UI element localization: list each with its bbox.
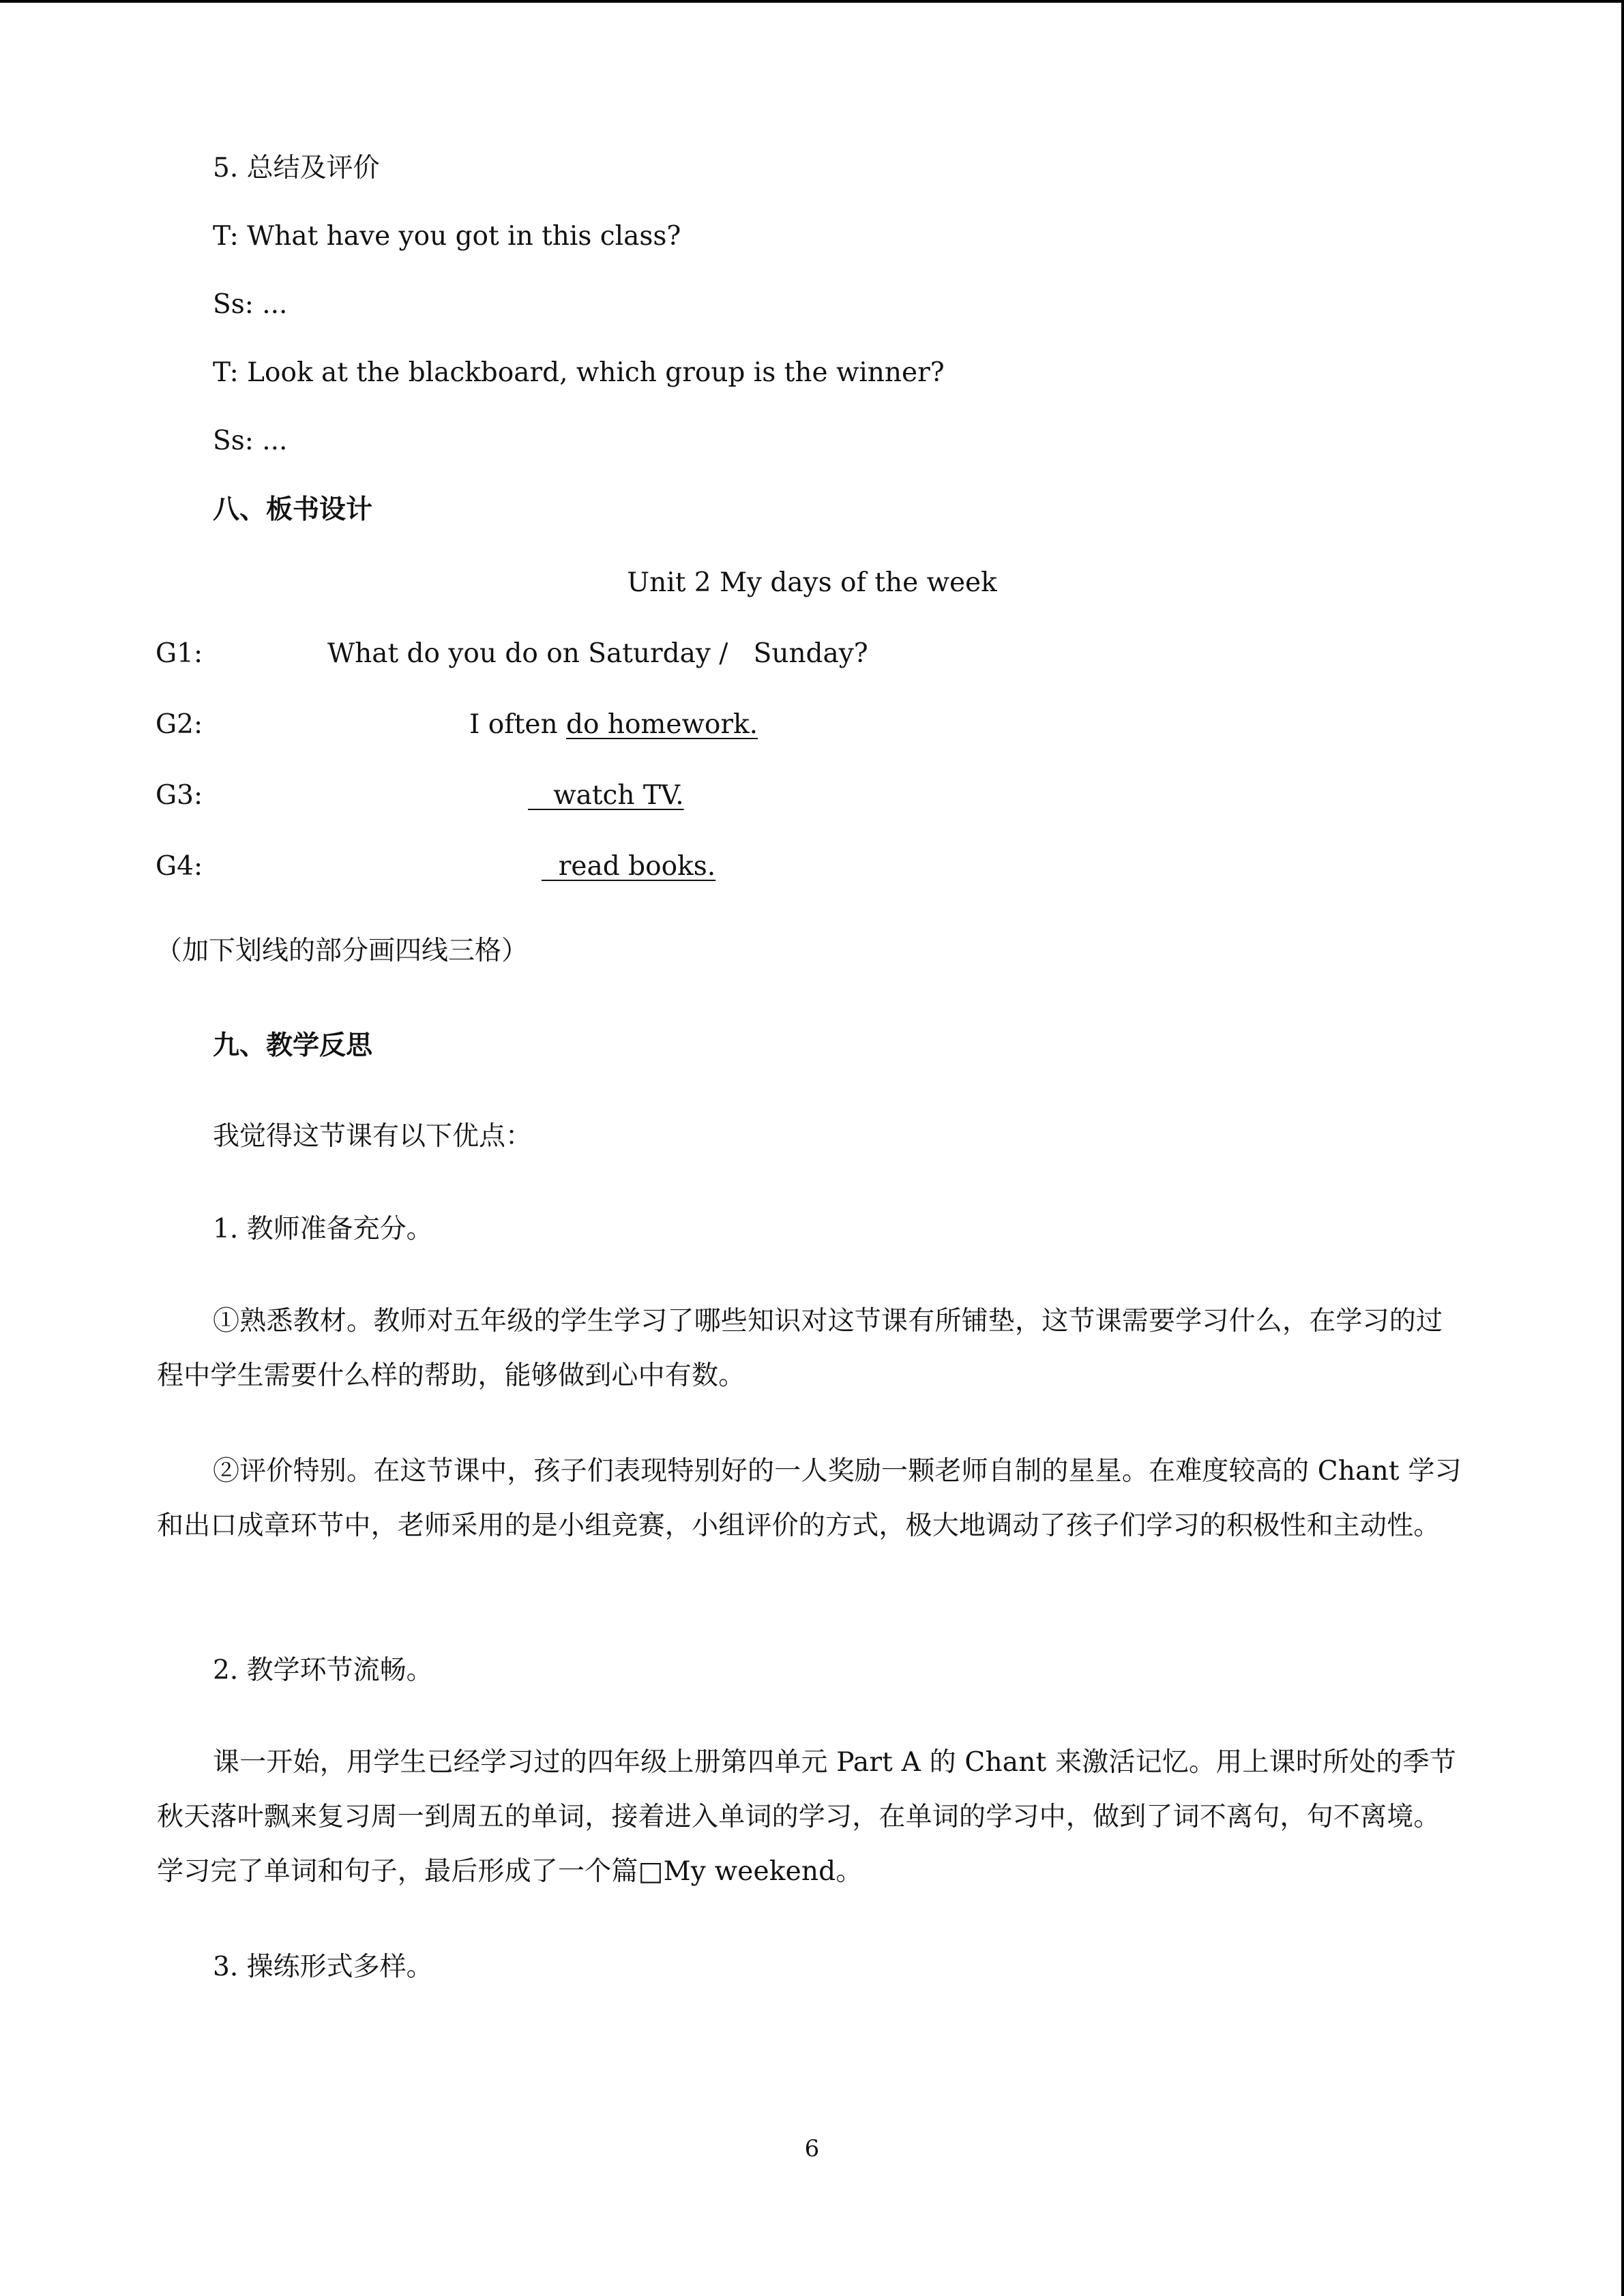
board-group-label-3: G3: — [156, 780, 203, 811]
board-sentence-2 — [469, 708, 758, 742]
section9-heading: 九、教学反思 — [213, 1030, 373, 1061]
section8-heading: 八、板书设计 — [213, 494, 373, 525]
board-sentence-2-prefix: I often — [469, 709, 566, 740]
board-sentence-4-underlined: read books. — [542, 851, 716, 882]
board-sentence-1: What do you do on Saturday / Sunday? — [327, 638, 868, 669]
board-sentence-3 — [528, 779, 684, 813]
point1-paragraph-2: ②评价特别。在这节课中，孩子们表现特别好的一人奖励一颗老师自制的星星。在难度较高的 Chant 学习和出口成章环节中，老师采用的是小组竞赛，小组评价的方式，极大地调动了孩子们学习的积极性和主动性。 — [157, 1456, 1462, 1541]
board-group-label-2: G2: — [156, 709, 203, 740]
board-title: Unit 2 My days of the week — [627, 567, 997, 598]
point3-heading: 3. 操练形式多样。 — [213, 1952, 433, 1982]
board-group-label-4: G4: — [156, 851, 203, 882]
dialogue-line-4: Ss: ... — [213, 426, 288, 456]
board-sentence-4 — [542, 850, 715, 884]
page-number: 6 — [804, 2135, 820, 2162]
point2-heading: 2. 教学环节流畅。 — [213, 1655, 433, 1686]
point1-heading: 1. 教师准备充分。 — [213, 1214, 433, 1244]
point2-paragraph-1: 课一开始，用学生已经学习过的四年级上册第四单元 Part A 的 Chant 来激活记忆。用上课时所处的季节秋天落叶飘来复习周一到周五的单词，接着进入单词的学习，在单词的学习中，做到了词不离句，句不离境。学习完了单词和句子，最后形成了一个篇□My weekend。 — [157, 1747, 1457, 1887]
board-sentence-2-underlined: do homework. — [565, 709, 758, 740]
point1-paragraph-1: ①熟悉教材。教师对五年级的学生学习了哪些知识对这节课有所铺垫，这节课需要学习什么，在学习的过程中学生需要什么样的帮助，能够做到心中有数。 — [157, 1306, 1443, 1391]
section9-intro: 我觉得这节课有以下优点： — [213, 1121, 533, 1152]
board-sentence-3-underlined: watch TV. — [528, 780, 684, 811]
dialogue-line-3: T: Look at the blackboard, which group is the winner? — [213, 357, 945, 388]
page-top-border — [0, 0, 1624, 3]
section5-heading: 5. 总结及评价 — [213, 153, 380, 183]
board-group-label-1: G1: — [156, 638, 203, 669]
dialogue-line-2: Ss: ... — [213, 289, 288, 320]
page-right-border — [1621, 0, 1624, 2296]
board-note: （加下划线的部分画四线三格） — [156, 936, 529, 966]
dialogue-line-1: T: What have you got in this class? — [213, 221, 681, 252]
